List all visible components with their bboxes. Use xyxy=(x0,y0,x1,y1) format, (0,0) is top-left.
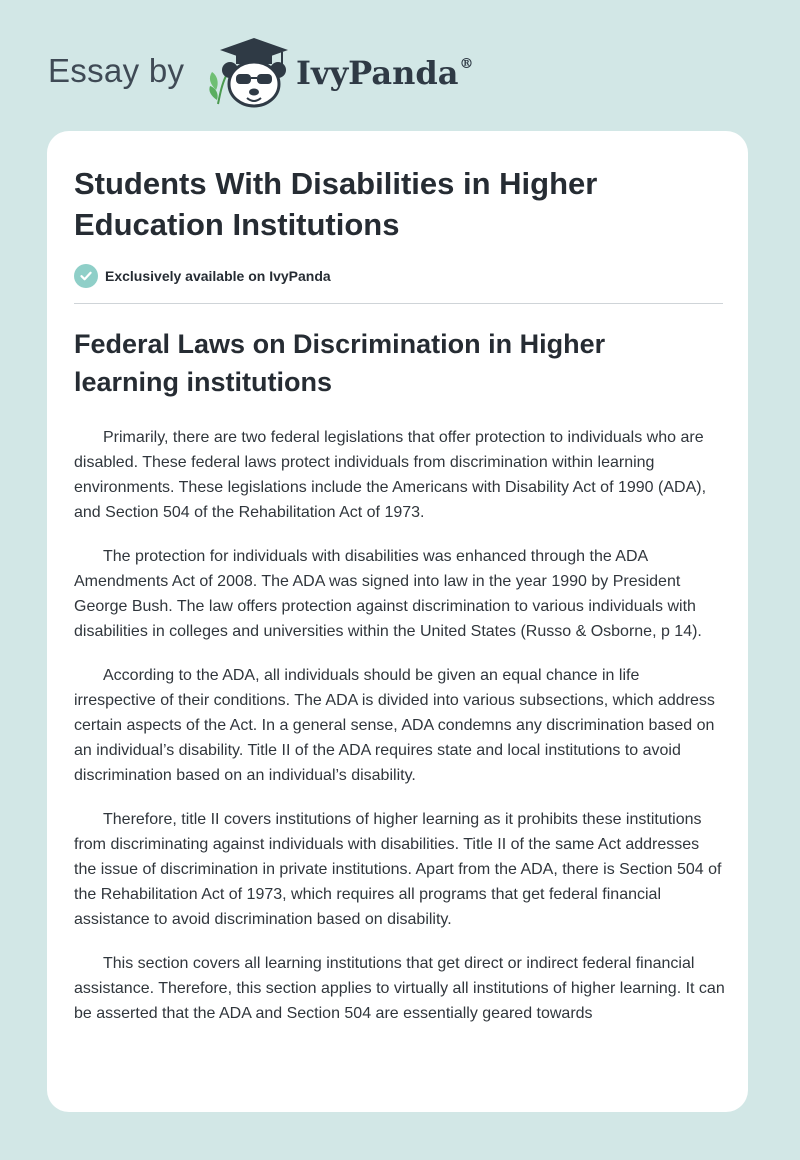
brand-text: IvyPanda xyxy=(296,54,459,92)
page-title: Students With Disabilities in Higher Education Institutions xyxy=(74,166,598,242)
essay-by-label: Essay by xyxy=(48,52,185,89)
check-circle-icon xyxy=(74,264,98,288)
article-body xyxy=(74,425,725,1045)
paragraph: Primarily, there are two federal legislations that offer protection to individuals who are disabled. These federal laws protect individuals from discrimination within learning environments. These legislations include the Americans with Disability Act of 1990 (ADA), and Section 504 of the Rehabilitation Act of 1973. xyxy=(74,429,707,521)
panda-graduate-icon[interactable] xyxy=(200,34,292,110)
paragraph: The protection for individuals with disabilities was enhanced through the ADA Amendments Act of 2008. The ADA was signed into law in the year 1990 by President George Bush. The law offers protection against discrimination to various individuals with disabilities in colleges and universities within the United States (Russo & Osborne, p 14). xyxy=(74,548,702,640)
brand-name[interactable] xyxy=(296,54,473,92)
paragraph: This section covers all learning institutions that get direct or indirect federal financial assistance. Therefore, this section applies to virtually all institutions of higher learning. It can be asserted that the ADA and Section 504 are essentially geared towards xyxy=(74,955,725,1022)
exclusive-badge xyxy=(74,263,331,289)
paragraph: According to the ADA, all individuals should be given an equal chance in life irrespective of their conditions. The ADA is divided into various subsections, which address certain aspects of the Act. In a general sense, ADA condemns any discrimination based on an individual’s disability. Title II of the ADA requires state and local institutions to avoid discrimination based on an individual’s disability. xyxy=(74,667,715,784)
site-header xyxy=(0,0,800,128)
registered-mark: ® xyxy=(459,56,474,72)
section-title: Federal Laws on Discrimination in Higher learning institutions xyxy=(74,329,606,397)
badge-text: Exclusively available on IvyPanda xyxy=(105,268,331,284)
article-card xyxy=(47,131,748,1112)
paragraph: Therefore, title II covers institutions of higher learning as it prohibits these institutions from discriminating against individuals with disabilities. Title II of the same Act addresses the issue of discrimination in private institutions. Apart from the ADA, there is Section 504 of the Rehabilitation Act of 1973, which requires all programs that get federal financial assistance to avoid discrimination based on disability. xyxy=(74,811,722,928)
divider xyxy=(74,303,723,304)
